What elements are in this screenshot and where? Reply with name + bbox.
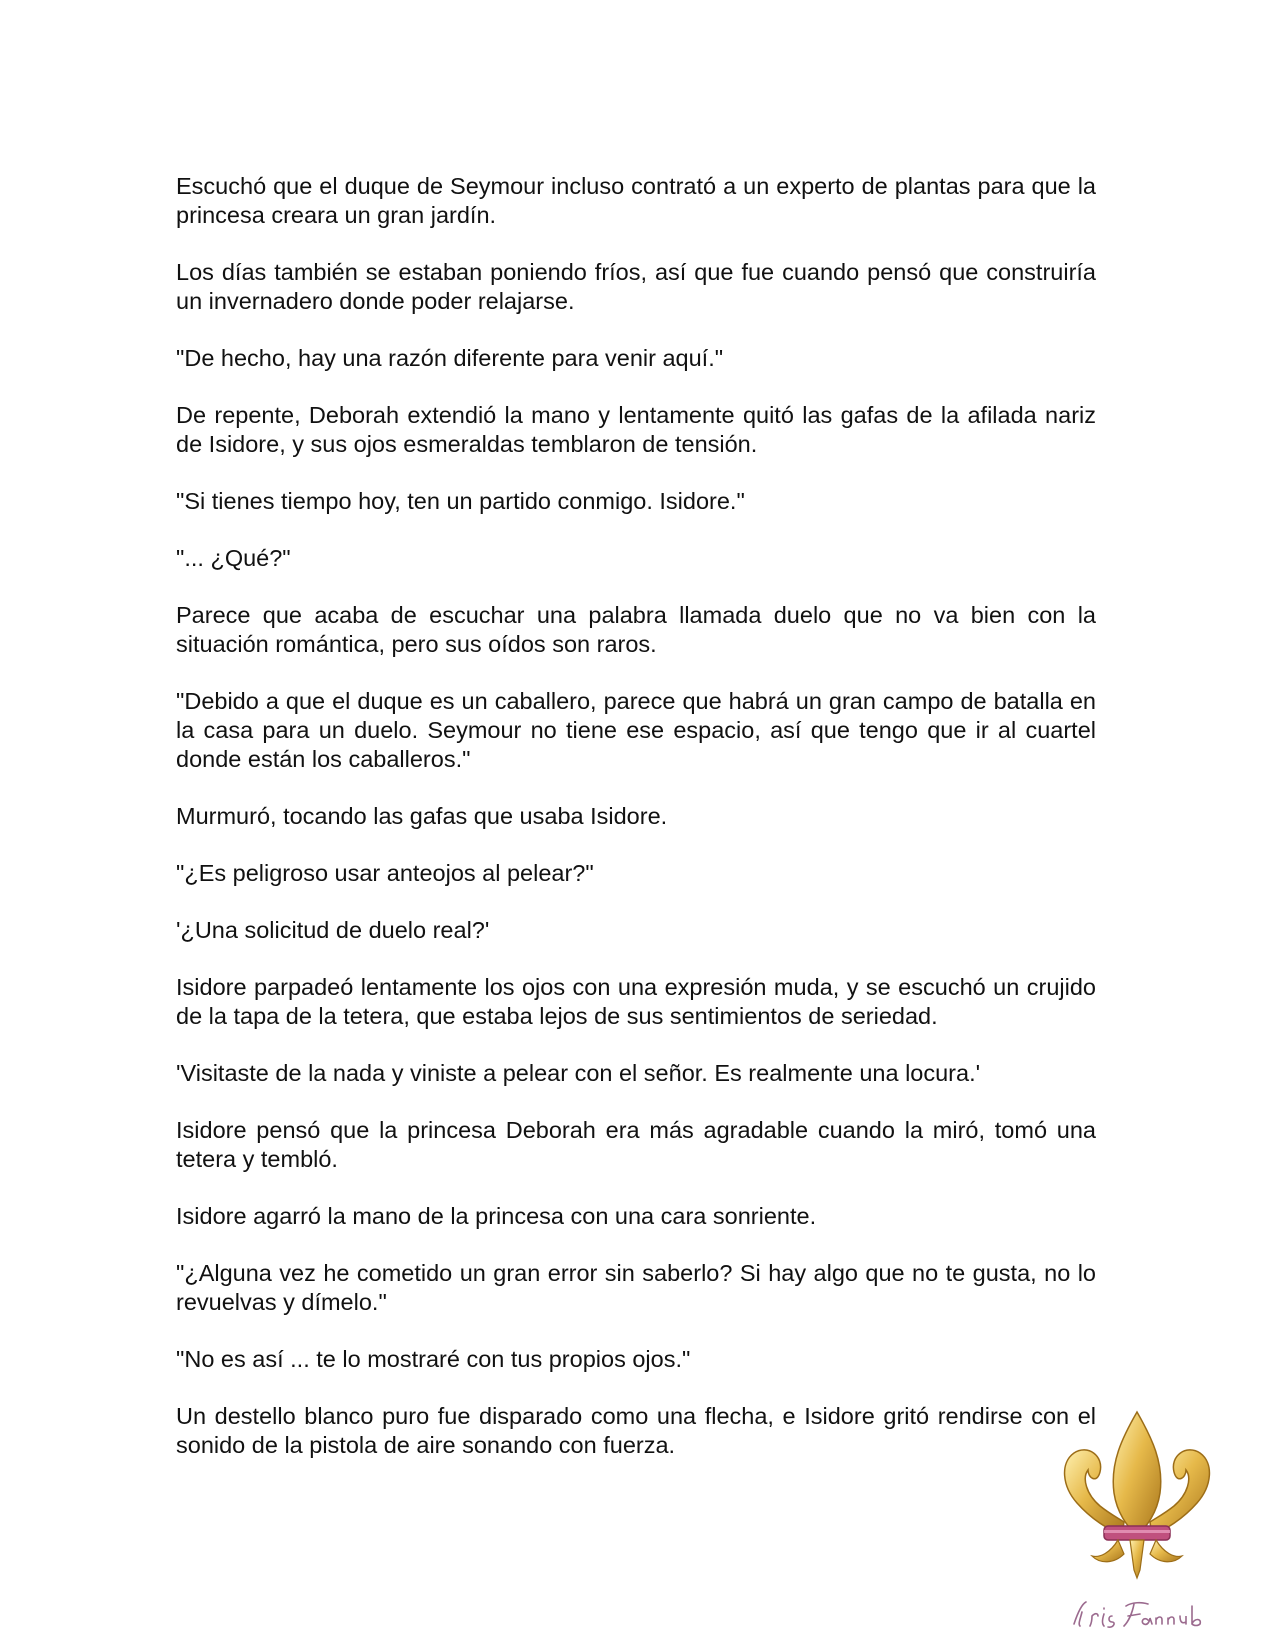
paragraph: "De hecho, hay una razón diferente para venir aquí." bbox=[176, 345, 724, 371]
paragraph: Un destello blanco puro fue disparado como una flecha, e Isidore gritó rendirse con el sonido de la pistola de aire sonando con fuerza. bbox=[176, 1403, 1096, 1458]
paragraph: 'Visitaste de la nada y viniste a pelear con el señor. Es realmente una locura.' bbox=[176, 1060, 981, 1086]
paragraph: "... ¿Qué?" bbox=[176, 545, 291, 571]
paragraph: "Si tienes tiempo hoy, ten un partido conmigo. Isidore." bbox=[176, 488, 745, 514]
paragraph: "¿Es peligroso usar anteojos al pelear?" bbox=[176, 860, 594, 886]
paragraph: Isidore agarró la mano de la princesa con una cara sonriente. bbox=[176, 1203, 817, 1229]
paragraph: De repente, Deborah extendió la mano y lentamente quitó las gafas de la afilada nariz de Isidore, y sus ojos esmeraldas temblaron de tensión. bbox=[176, 402, 1096, 457]
paragraph: Los días también se estaban poniendo fríos, así que fue cuando pensó que construiría un invernadero donde poder relajarse. bbox=[176, 259, 1096, 314]
paragraph: '¿Una solicitud de duelo real?' bbox=[176, 917, 490, 943]
paragraph: Escuchó que el duque de Seymour incluso contrató a un experto de plantas para que la princesa creara un gran jardín. bbox=[176, 173, 1096, 228]
paragraph: "No es así ... te lo mostraré con tus propios ojos." bbox=[176, 1346, 691, 1372]
paragraph: "¿Alguna vez he cometido un gran error sin saberlo? Si hay algo que no te gusta, no lo revuelvas y dímelo." bbox=[176, 1260, 1096, 1315]
paragraph: Isidore pensó que la princesa Deborah era más agradable cuando la miró, tomó una tetera y tembló. bbox=[176, 1117, 1096, 1172]
signature-logo bbox=[1068, 1594, 1208, 1634]
paragraph: Isidore parpadeó lentamente los ojos con una expresión muda, y se escuchó un crujido de la tapa de la tetera, que estaba lejos de sus sentimientos de seriedad. bbox=[176, 974, 1096, 1029]
paragraph: Parece que acaba de escuchar una palabra llamada duelo que no va bien con la situación romántica, pero sus oídos son raros. bbox=[176, 602, 1096, 657]
document-body bbox=[176, 172, 1096, 1488]
paragraph: Murmuró, tocando las gafas que usaba Isidore. bbox=[176, 803, 668, 829]
paragraph: "Debido a que el duque es un caballero, parece que habrá un gran campo de batalla en la casa para un duelo. Seymour no tiene ese espacio, así que tengo que ir al cuartel donde están los caballeros." bbox=[176, 688, 1096, 772]
